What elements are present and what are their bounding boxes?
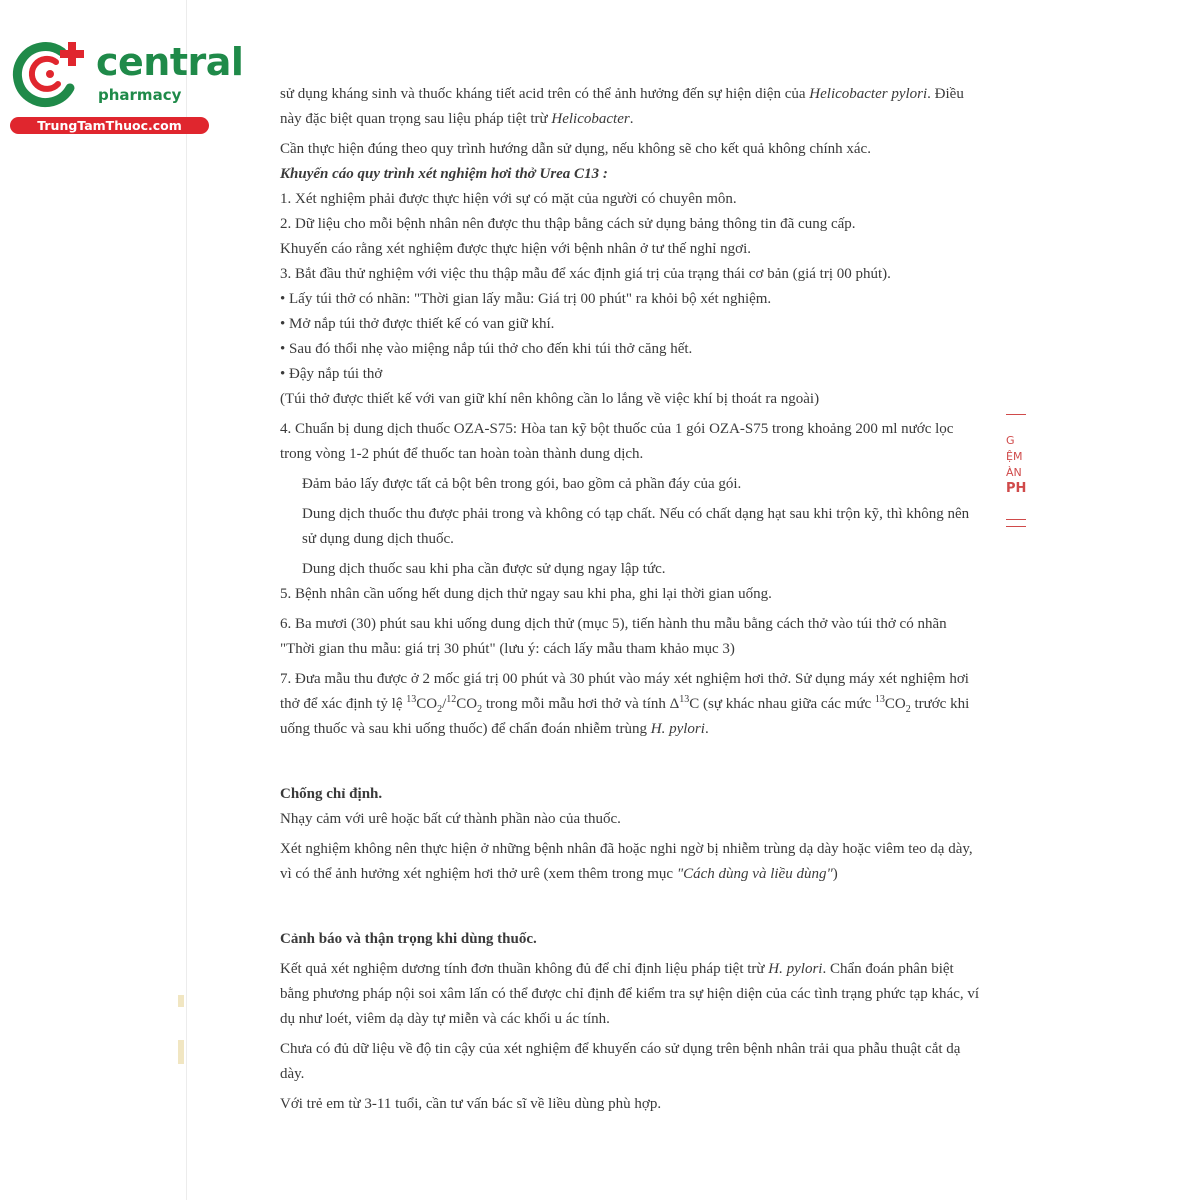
list-item: 6. Ba mươi (30) phút sau khi uống dung dịch thử (mục 5), tiến hành thu mẫu bằng cách thở vào túi thở có nhãn "Thời gian thu mẫu: giá trị 30 phút" (lưu ý: cách lấy mẫu tham khảo mục 3) bbox=[280, 616, 947, 657]
text: Xét nghiệm không nên thực hiện ở những bệnh nhân đã hoặc nghi ngờ bị nhiễm trùng dạ dày hoặc viêm teo dạ dày, vì có thể ảnh hưởng xét nghiệm hơi thở urê (xem thêm trong mục bbox=[280, 841, 973, 882]
stamp-text: ỆM bbox=[1006, 450, 1023, 463]
scan-mark bbox=[178, 1040, 184, 1064]
text: ) bbox=[832, 866, 838, 882]
indented-item: Dung dịch thuốc thu được phải trong và không có tạp chất. Nếu có chất dạng hạt sau khi trộn kỹ, thì không nên sử dụng dung dịch thuốc. bbox=[302, 506, 970, 547]
text: CO bbox=[416, 696, 438, 712]
pharmacy-c-cross-icon bbox=[10, 38, 90, 110]
text: / bbox=[442, 696, 447, 712]
margin-stamp bbox=[1006, 414, 1026, 527]
logo-sub-text: pharmacy bbox=[98, 86, 182, 104]
italic-text: H. pylori bbox=[768, 961, 823, 977]
bullet-item: • Lấy túi thở có nhãn: "Thời gian lấy mẫu: Giá trị 00 phút" ra khỏi bộ xét nghiệm. bbox=[280, 291, 772, 307]
list-item: 4. Chuẩn bị dung dịch thuốc OZA-S75: Hòa tan kỹ bột thuốc của 1 gói OZA-S75 trong khoảng 200 ml nước lọc trong vòng 1-2 phút để thuốc tan hoàn toàn thành dung dịch. bbox=[280, 421, 954, 462]
stamp-text: PH bbox=[1006, 481, 1027, 496]
text: . bbox=[704, 721, 709, 737]
subscript: 2 bbox=[437, 704, 443, 715]
text: CO bbox=[884, 696, 906, 712]
text: . Chẩn đoán phân biệt bằng phương pháp nội soi xâm lấn có thể được chỉ định để kiểm tra sự hiện diện của các tình trạng phức tạp khác, ví dụ như loét, viêm dạ dày tự miễn và các khối u ác tính. bbox=[280, 961, 980, 1027]
paragraph: Với trẻ em từ 3-11 tuổi, cần tư vấn bác sĩ về liều dùng phù hợp. bbox=[280, 1096, 662, 1112]
section-heading: Cảnh báo và thận trọng khi dùng thuốc. bbox=[280, 931, 537, 947]
central-pharmacy-logo bbox=[10, 38, 244, 138]
superscript: 13 bbox=[406, 694, 417, 705]
italic-text: H. pylori bbox=[650, 721, 705, 737]
paragraph: Khuyến cáo rằng xét nghiệm được thực hiện với bệnh nhân ở tư thế nghỉ ngơi. bbox=[280, 241, 752, 257]
paragraph: Chưa có đủ dữ liệu về độ tin cậy của xét nghiệm để khuyến cáo sử dụng trên bệnh nhân trải qua phẫu thuật cắt dạ dày. bbox=[280, 1041, 961, 1082]
subscript: 2 bbox=[905, 704, 911, 715]
list-item: 1. Xét nghiệm phải được thực hiện với sự có mặt của người có chuyên môn. bbox=[280, 191, 737, 207]
paragraph bbox=[280, 82, 980, 132]
section-heading: Chống chỉ định. bbox=[280, 786, 383, 802]
stamp-text: G bbox=[1006, 434, 1015, 447]
bullet-item: • Đậy nắp túi thở bbox=[280, 366, 383, 382]
paragraph bbox=[280, 957, 980, 1032]
superscript: 13 bbox=[874, 694, 885, 705]
text: . Điều này đặc biệt quan trọng sau liệu pháp tiệt trừ bbox=[280, 86, 964, 127]
note: (Túi thở được thiết kế với van giữ khí nên không cần lo lắng về việc khí bị thoát ra ngoài) bbox=[280, 391, 820, 407]
subscript: 2 bbox=[477, 704, 483, 715]
logo-site-text: TrungTamThuoc.com bbox=[10, 117, 209, 134]
text: CO bbox=[456, 696, 478, 712]
text: trong mỗi mẫu hơi thở và tính Δ bbox=[482, 696, 680, 712]
italic-text: Helicobacter pylori bbox=[809, 86, 928, 102]
text: 7. Đưa mẫu thu được ở 2 mốc giá trị 00 phút và 30 phút vào máy xét nghiệm hơi thở. Sử dụng máy xét nghiệm hơi thở để xác định tỷ lệ bbox=[280, 671, 969, 712]
text: . bbox=[629, 111, 634, 127]
text: (sự khác nhau giữa các mức bbox=[699, 696, 875, 712]
logo-brand-text: central bbox=[96, 40, 244, 84]
paragraph bbox=[280, 837, 980, 887]
paragraph: Cần thực hiện đúng theo quy trình hướng dẫn sử dụng, nếu không sẽ cho kết quả không chính xác. bbox=[280, 141, 871, 157]
text: C bbox=[689, 696, 700, 712]
list-item bbox=[280, 667, 980, 742]
text: Kết quả xét nghiệm dương tính đơn thuần không đủ để chỉ định liệu pháp tiệt trừ bbox=[280, 961, 769, 977]
stamp-text: ÀN bbox=[1006, 466, 1022, 479]
list-item: 3. Bắt đầu thử nghiệm với việc thu thập mẫu để xác định giá trị của trạng thái cơ bản (giá trị 00 phút). bbox=[280, 266, 891, 282]
superscript: 13 bbox=[679, 694, 690, 705]
italic-text: Helicobacter bbox=[551, 111, 630, 127]
italic-text: "Cách dùng và liều dùng" bbox=[676, 866, 833, 882]
section-heading: Khuyến cáo quy trình xét nghiệm hơi thở Urea C13 : bbox=[280, 166, 608, 182]
indented-item: Đảm bảo lấy được tất cả bột bên trong gói, bao gồm cả phần đáy của gói. bbox=[302, 476, 742, 492]
page-edge bbox=[186, 0, 187, 1200]
bullet-item: • Sau đó thổi nhẹ vào miệng nắp túi thở cho đến khi túi thở căng hết. bbox=[280, 341, 693, 357]
list-item: 5. Bệnh nhân cần uống hết dung dịch thử ngay sau khi pha, ghi lại thời gian uống. bbox=[280, 586, 772, 602]
paragraph: Nhạy cảm với urê hoặc bất cứ thành phần nào của thuốc. bbox=[280, 811, 621, 827]
text: trước khi uống thuốc và sau khi uống thuốc) để chẩn đoán nhiễm trùng bbox=[280, 696, 970, 737]
scan-mark bbox=[178, 995, 184, 1007]
list-item: 2. Dữ liệu cho mỗi bệnh nhân nên được thu thập bằng cách sử dụng bảng thông tin đã cung cấp. bbox=[280, 216, 856, 232]
superscript: 12 bbox=[446, 694, 457, 705]
indented-item: Dung dịch thuốc sau khi pha cần được sử dụng ngay lập tức. bbox=[302, 561, 666, 577]
bullet-item: • Mở nắp túi thở được thiết kế có van giữ khí. bbox=[280, 316, 555, 332]
document-body bbox=[280, 82, 980, 1117]
text: sử dụng kháng sinh và thuốc kháng tiết acid trên có thể ảnh hưởng đến sự hiện diện của bbox=[280, 86, 810, 102]
